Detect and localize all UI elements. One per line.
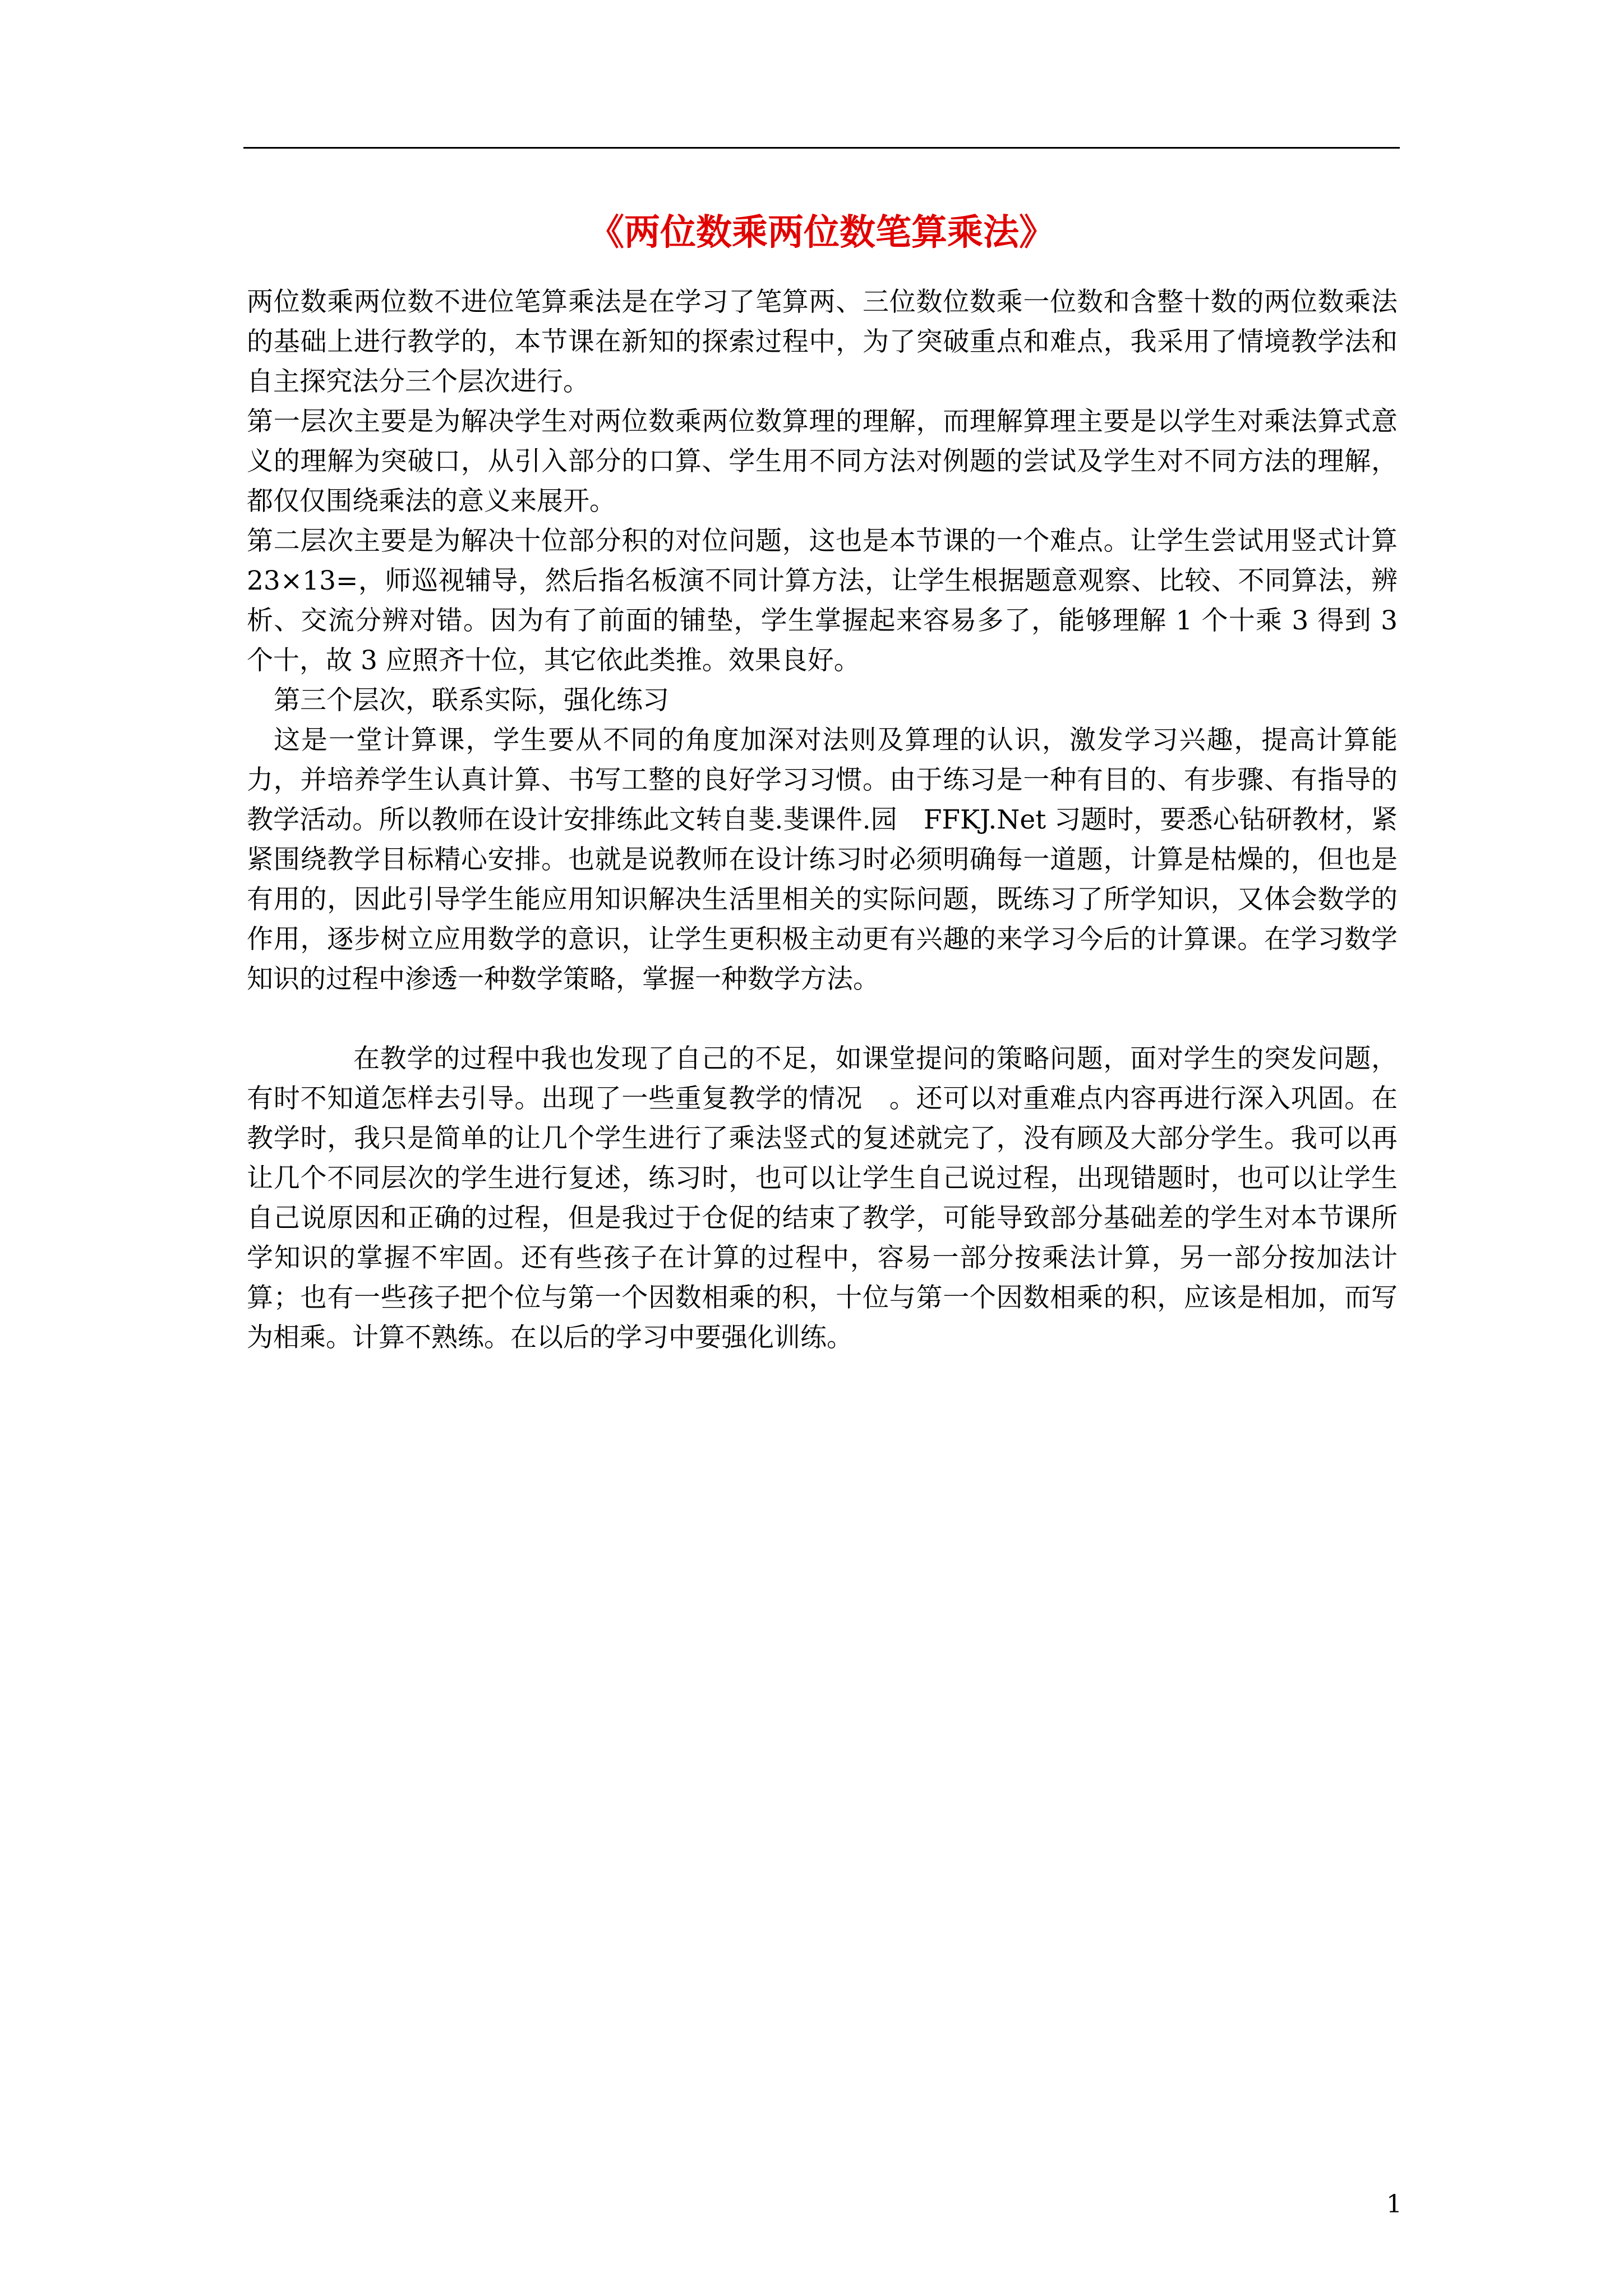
- document-title: 《两位数乘两位数笔算乘法》: [588, 211, 1055, 254]
- paragraph-level-two: 第二层次主要是为解决十位部分积的对位问题，这也是本节课的一个难点。让学生尝试用竖式计算 23×13=，师巡视辅导，然后指名板演不同计算方法，让学生根据题意观察、比较、不同算法，辨析、交流分辨对错。因为有了前面的铺垫，学生掌握起来容易多了，能够理解 1 个十乘 3 得到 3 个十，故 3 应照齐十位，其它依此类推。效果良好。: [247, 526, 1398, 676]
- paragraph-level-one: 第一层次主要是为解决学生对两位数乘两位数算理的理解，而理解算理主要是以学生对乘法算式意义的理解为突破口，从引入部分的口算、学生用不同方法对例题的尝试及学生对不同方法的理解，都仅仅围绕乘法的意义来展开。: [247, 406, 1398, 517]
- paragraph-practice: 这是一堂计算课，学生要从不同的角度加深对法则及算理的认识，激发学习兴趣，提高计算能力，并培养学生认真计算、书写工整的良好学习习惯。由于练习是一种有目的、有步骤、有指导的教学活动。所以教师在设计安排练此文转自斐.斐课件.园 FFKJ.Net 习题时，要悉心钻研教材，紧紧围绕教学目标精心安排。也就是说教师在设计练习时必须明确每一道题，计算是枯燥的，但也是有用的，因此引导学生能应用知识解决生活里相关的实际问题，既练习了所学知识，又体会数学的作用，逐步树立应用数学的意识，让学生更积极主动更有兴趣的来学习今后的计算课。在学习数学知识的过程中渗透一种数学策略，掌握一种数学方法。: [247, 725, 1398, 995]
- paragraph-reflection: 在教学的过程中我也发现了自己的不足，如课堂提问的策略问题，面对学生的突发问题，有时不知道怎样去引导。出现了一些重复教学的情况 。还可以对重难点内容再进行深入巩固。在教学时，我只是简单的让几个学生进行了乘法竖式的复述就完了，没有顾及大部分学生。我可以再让几个不同层次的学生进行复述，练习时，也可以让学生自己说过程，出现错题时，也可以让学生自己说原因和正确的过程，但是我过于仓促的结束了教学，可能导致部分基础差的学生对本节课所学知识的掌握不牢固。还有些孩子在计算的过程中，容易一部分按乘法计算，另一部分按加法计算；也有一些孩子把个位与第一个因数相乘的积，十位与第一个因数相乘的积，应该是相加，而写为相乘。计算不熟练。在以后的学习中要强化训练。: [247, 1043, 1398, 1353]
- header-rule: [243, 147, 1400, 149]
- page-number: 1: [1386, 2190, 1402, 2219]
- paragraph-spacer: [247, 999, 1398, 1039]
- document-body: [247, 282, 1398, 1358]
- paragraph-level-three-heading: 第三个层次，联系实际，强化练习: [274, 685, 669, 716]
- paragraph-intro: 两位数乘两位数不进位笔算乘法是在学习了笔算两、三位数位数乘一位数和含整十数的两位数乘法的基础上进行教学的，本节课在新知的探索过程中，为了突破重点和难点，我采用了情境教学法和自主探究法分三个层次进行。: [247, 287, 1398, 397]
